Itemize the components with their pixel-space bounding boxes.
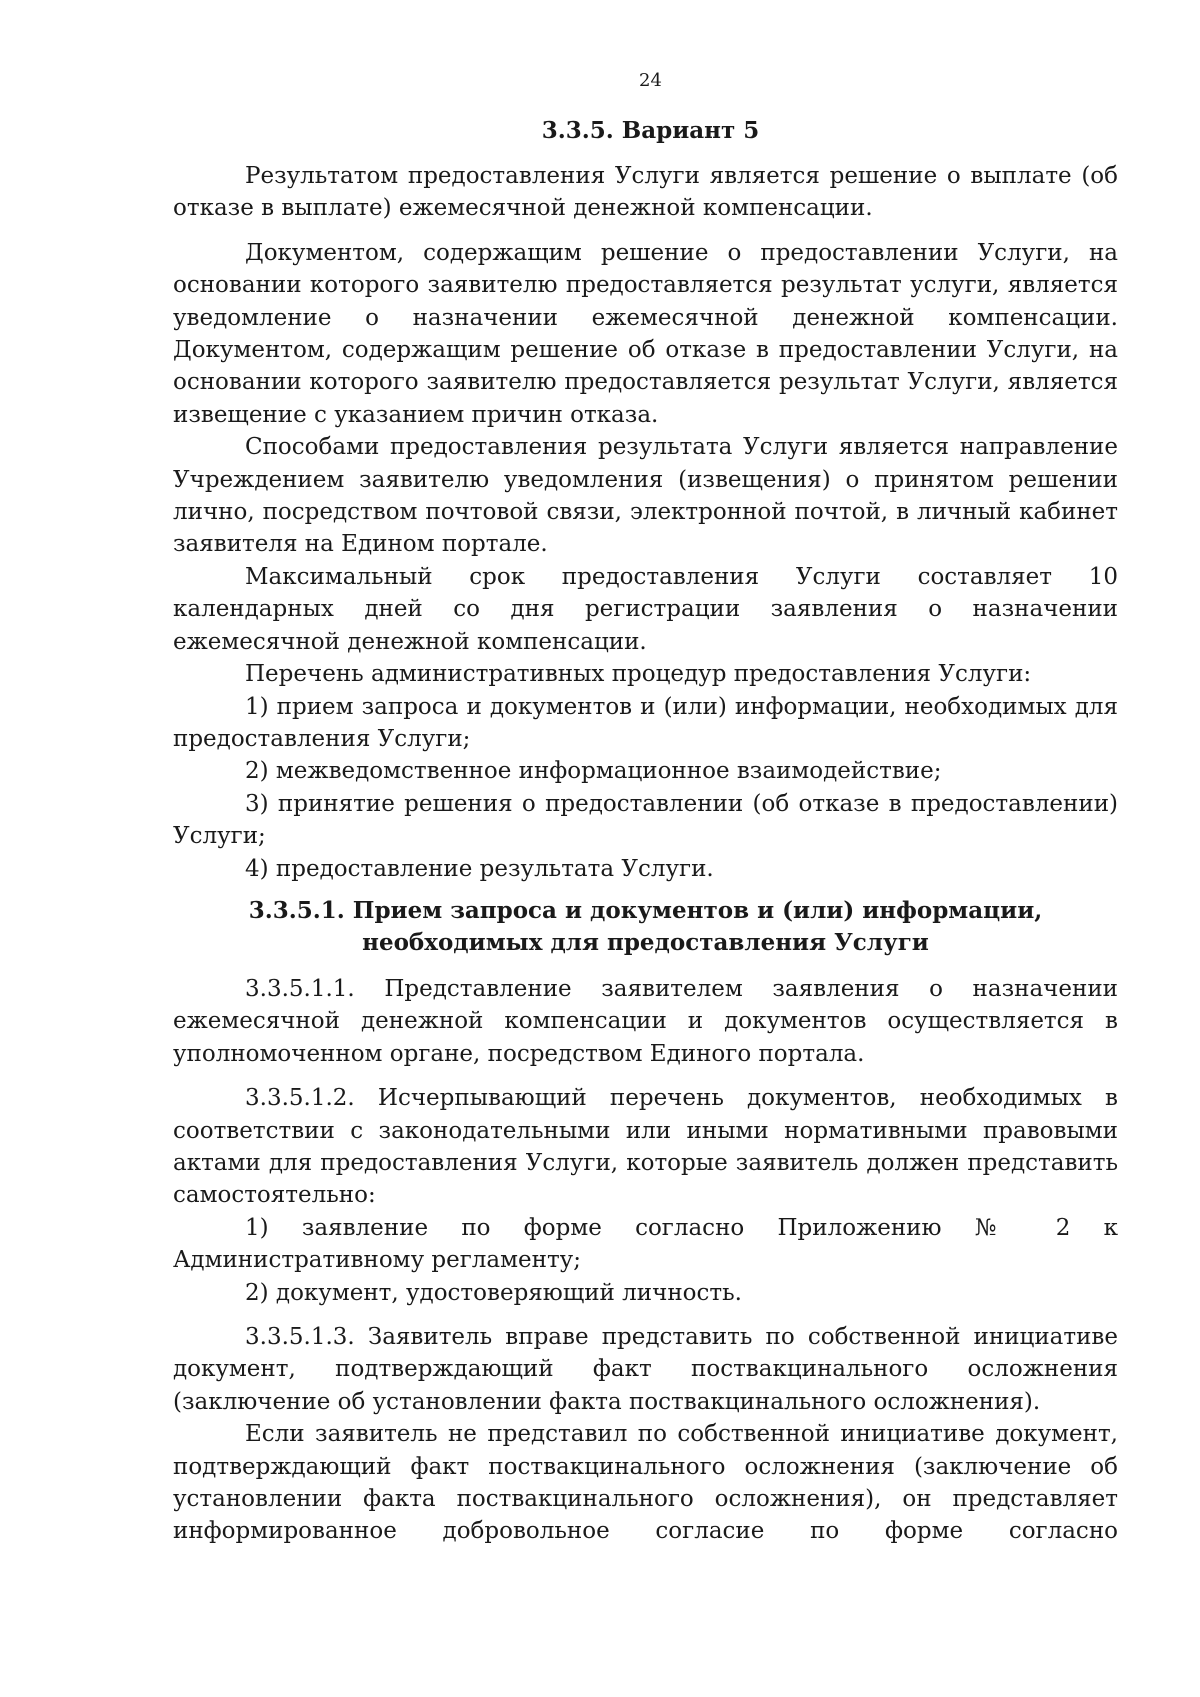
paragraph-methods: Способами предоставления результата Услуги является направление Учреждением заявителю уведомления (извещения) о принятом решении лично, посредством почтовой связи, электронной почтой, в личный кабинет заявителя на Едином портале. (173, 434, 1118, 558)
list-item-document-2: 2) документ, удостоверяющий личность. (245, 1279, 742, 1306)
list-item-document-1: 1) заявление по форме согласно Приложению № 2 к Административному регламенту; (173, 1214, 1118, 1274)
list-item-procedure-4: 4) предоставление результата Услуги. (245, 855, 714, 882)
paragraph-3-3-5-1-1: 3.3.5.1.1. Представление заявителем заявления о назначении ежемесячной денежной компенсации и документов осуществляется в уполномоченном органе, посредством Единого портала. (173, 975, 1118, 1067)
list-item-procedure-3: 3) принятие решения о предоставлении (об отказе в предоставлении) Услуги; (173, 790, 1118, 850)
paragraph-documents: Документом, содержащим решение о предоставлении Услуги, на основании которого заявителю предоставляется результат услуги, является уведомление о назначении ежемесячной денежной компенсации. Документом, содержащим решение об отказе в предоставлении Услуги, на основании которого заявителю предоставляется результат Услуги, является извещение с указанием причин отказа. (173, 239, 1118, 428)
paragraph-procedures-intro: Перечень административных процедур предоставления Услуги: (245, 661, 1032, 688)
document-page (173, 70, 1118, 1548)
paragraph-consent: Если заявитель не представил по собственной инициативе документ, подтверждающий факт поствакцинального осложнения (заключение об установлении факта поствакцинального осложнения), он представляет информированное добровольное согласие по форме согласно (173, 1421, 1118, 1545)
list-item-procedure-1: 1) прием запроса и документов и (или) информации, необходимых для предоставления Услуги; (173, 693, 1118, 752)
section-title: 3.3.5. Вариант 5 (541, 117, 760, 144)
paragraph-max-term: Максимальный срок предоставления Услуги составляет 10 календарных дней со дня регистрации заявления о назначении ежемесячной денежной компенсации. (173, 563, 1118, 655)
page-number: 24 (639, 70, 662, 91)
paragraph-result: Результатом предоставления Услуги является решение о выплате (об отказе в выплате) ежемесячной денежной компенсации. (173, 163, 1118, 222)
paragraph-3-3-5-1-2: 3.3.5.1.2. Исчерпывающий перечень документов, необходимых в соответствии с законодательными или иными нормативными правовыми актами для предоставления Услуги, которые заявитель должен представить самостоятельно: (173, 1085, 1118, 1209)
subsection-title: 3.3.5.1. Прием запроса и документов и (или) информации, необходимых для предоставления Услуги (248, 896, 1043, 956)
paragraph-3-3-5-1-3: 3.3.5.1.3. Заявитель вправе представить по собственной инициативе документ, подтверждающий факт поствакцинального осложнения (заключение об установлении факта поствакцинального осложнения). (173, 1324, 1118, 1415)
list-item-procedure-2: 2) межведомственное информационное взаимодействие; (245, 758, 942, 785)
